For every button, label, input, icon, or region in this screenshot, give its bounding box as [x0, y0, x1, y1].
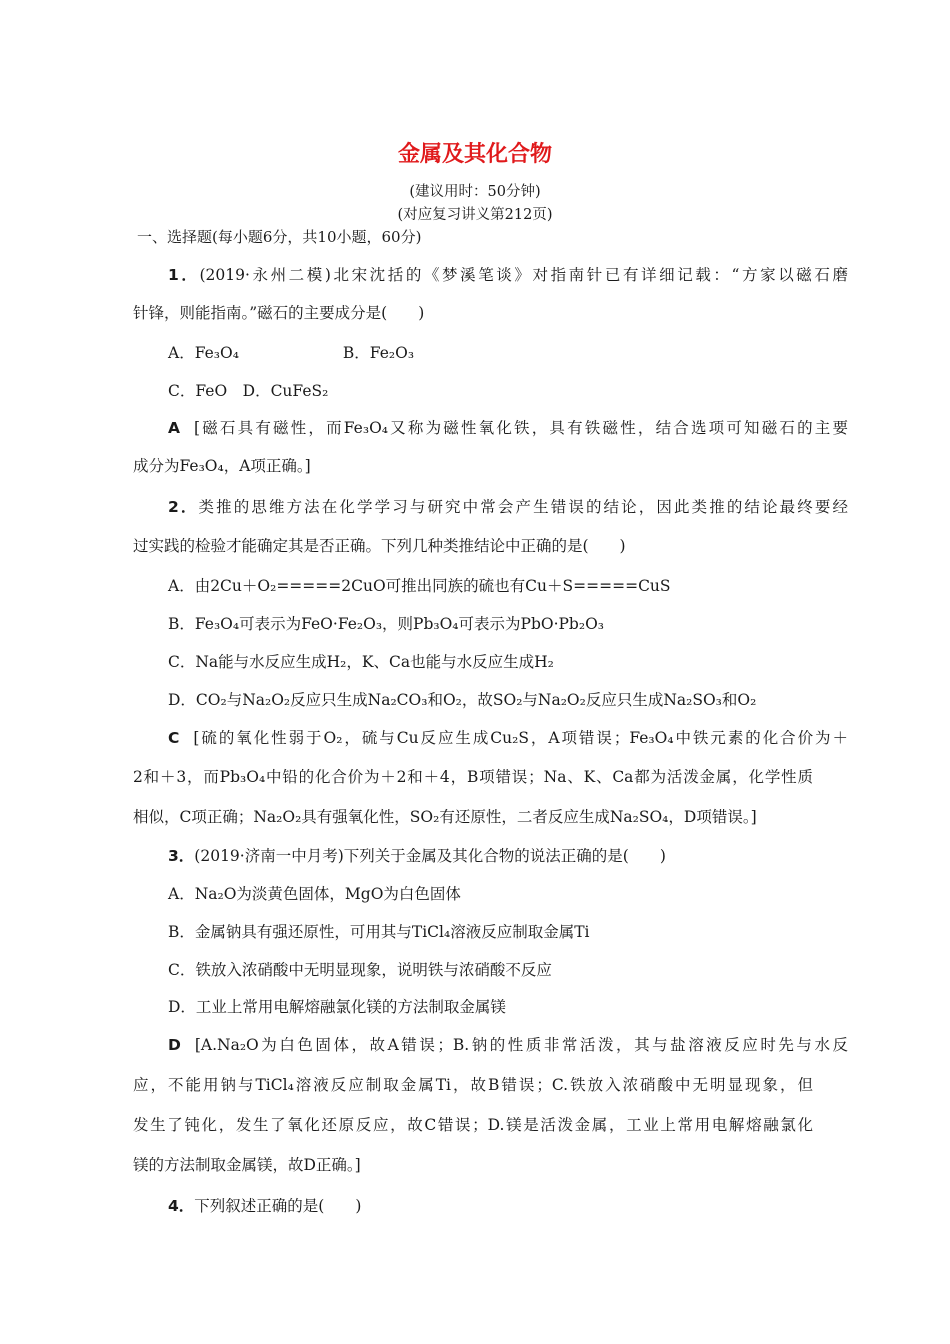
- answer-text: 应，不能用钠与TiCl₄溶液反应制取金属Ti，故B错误；C.铁放入浓硝酸中无明显现象，但: [133, 1076, 813, 1094]
- answer-text: [硫的氧化性弱于O₂，硫与Cu反应生成Cu₂S，A项错误；Fe₃O₄中铁元素的化合价为＋: [193, 729, 848, 747]
- option-b: B．Fe₂O₃: [342, 344, 415, 362]
- answer-text: [磁石具有磁性，而Fe₃O₄又称为磁性氧化铁，具有铁磁性，结合选项可知磁石的主要: [194, 419, 848, 437]
- answer-text: 成分为Fe₃O₄，A项正确。]: [133, 457, 311, 475]
- option-b: B．Fe₃O₄可表示为FeO·Fe₂O₃，则Pb₃O₄可表示为PbO·Pb₂O₃: [168, 615, 604, 633]
- question-number: 2．: [168, 498, 199, 516]
- section-heading: 一、选择题(每小题6分，共10小题，60分): [137, 228, 422, 246]
- question-text: 针锋，则能指南。”磁石的主要成分是( ): [133, 304, 425, 322]
- option-c: C．铁放入浓硝酸中无明显现象，说明铁与浓硝酸不反应: [168, 961, 552, 979]
- page-reference: (对应复习讲义第212页): [397, 207, 553, 223]
- answer-3: [168, 1035, 848, 1055]
- answer-text: [A.Na₂O为白色固体，故A错误；B.钠的性质非常活泼，其与盐溶液反应时先与水反: [194, 1036, 848, 1054]
- answer-label: C: [168, 729, 180, 747]
- option-a: A．Na₂O为淡黄色固体，MgO为白色固体: [168, 885, 461, 903]
- answer-2: [168, 728, 848, 748]
- page-title: 金属及其化合物: [397, 142, 552, 167]
- answer-label: D: [168, 1036, 181, 1054]
- question-2: [168, 497, 848, 517]
- option-a: A．Fe₃O₄: [168, 344, 239, 362]
- question-text: (2019·济南一中月考)下列关于金属及其化合物的说法正确的是( ): [194, 847, 666, 865]
- question-number: 3．: [168, 847, 195, 865]
- question-text: (2019·永州二模)北宋沈括的《梦溪笔谈》对指南针已有详细记载：“方家以磁石磨: [199, 266, 848, 284]
- question-1: [168, 265, 848, 285]
- option-d: D．CO₂与Na₂O₂反应只生成Na₂CO₃和O₂，故SO₂与Na₂O₂反应只生成Na₂SO₃和O₂: [168, 691, 757, 709]
- option-row: [168, 343, 414, 363]
- question-3: [168, 846, 666, 866]
- option-b: B．金属钠具有强还原性，可用其与TiCl₄溶液反应制取金属Ti: [168, 923, 590, 941]
- option-cd: C．FeO D．CuFeS₂: [168, 382, 329, 400]
- suggested-time: (建议用时：50分钟): [409, 184, 541, 200]
- option-d: D．工业上常用电解熔融氯化镁的方法制取金属镁: [168, 998, 506, 1016]
- question-text: 类推的思维方法在化学学习与研究中常会产生错误的结论，因此类推的结论最终要经: [198, 498, 848, 516]
- option-a: A．由2Cu＋O₂=====2CuO可推出同族的硫也有Cu＋S=====CuS: [168, 577, 671, 595]
- option-c: C．Na能与水反应生成H₂，K、Ca也能与水反应生成H₂: [168, 653, 554, 671]
- answer-text: 发生了钝化，发生了氧化还原反应，故C错误；D.镁是活泼金属，工业上常用电解熔融氯化: [133, 1116, 813, 1134]
- question-text: 下列叙述正确的是( ): [194, 1197, 362, 1215]
- answer-1: [168, 418, 848, 438]
- answer-label: A: [168, 419, 180, 437]
- answer-text: 相似，C项正确；Na₂O₂具有强氧化性，SO₂有还原性，二者反应生成Na₂SO₄，D项错误。]: [133, 808, 757, 826]
- question-number: 4．: [168, 1197, 195, 1215]
- question-text: 过实践的检验才能确定其是否正确。下列几种类推结论中正确的是( ): [133, 537, 626, 555]
- answer-text: 镁的方法制取金属镁，故D正确。]: [133, 1156, 361, 1174]
- answer-text: 2和＋3，而Pb₃O₄中铅的化合价为＋2和＋4，B项错误；Na、K、Ca都为活泼金属，化学性质: [133, 768, 813, 786]
- question-4: [168, 1196, 361, 1216]
- question-number: 1．: [168, 266, 200, 284]
